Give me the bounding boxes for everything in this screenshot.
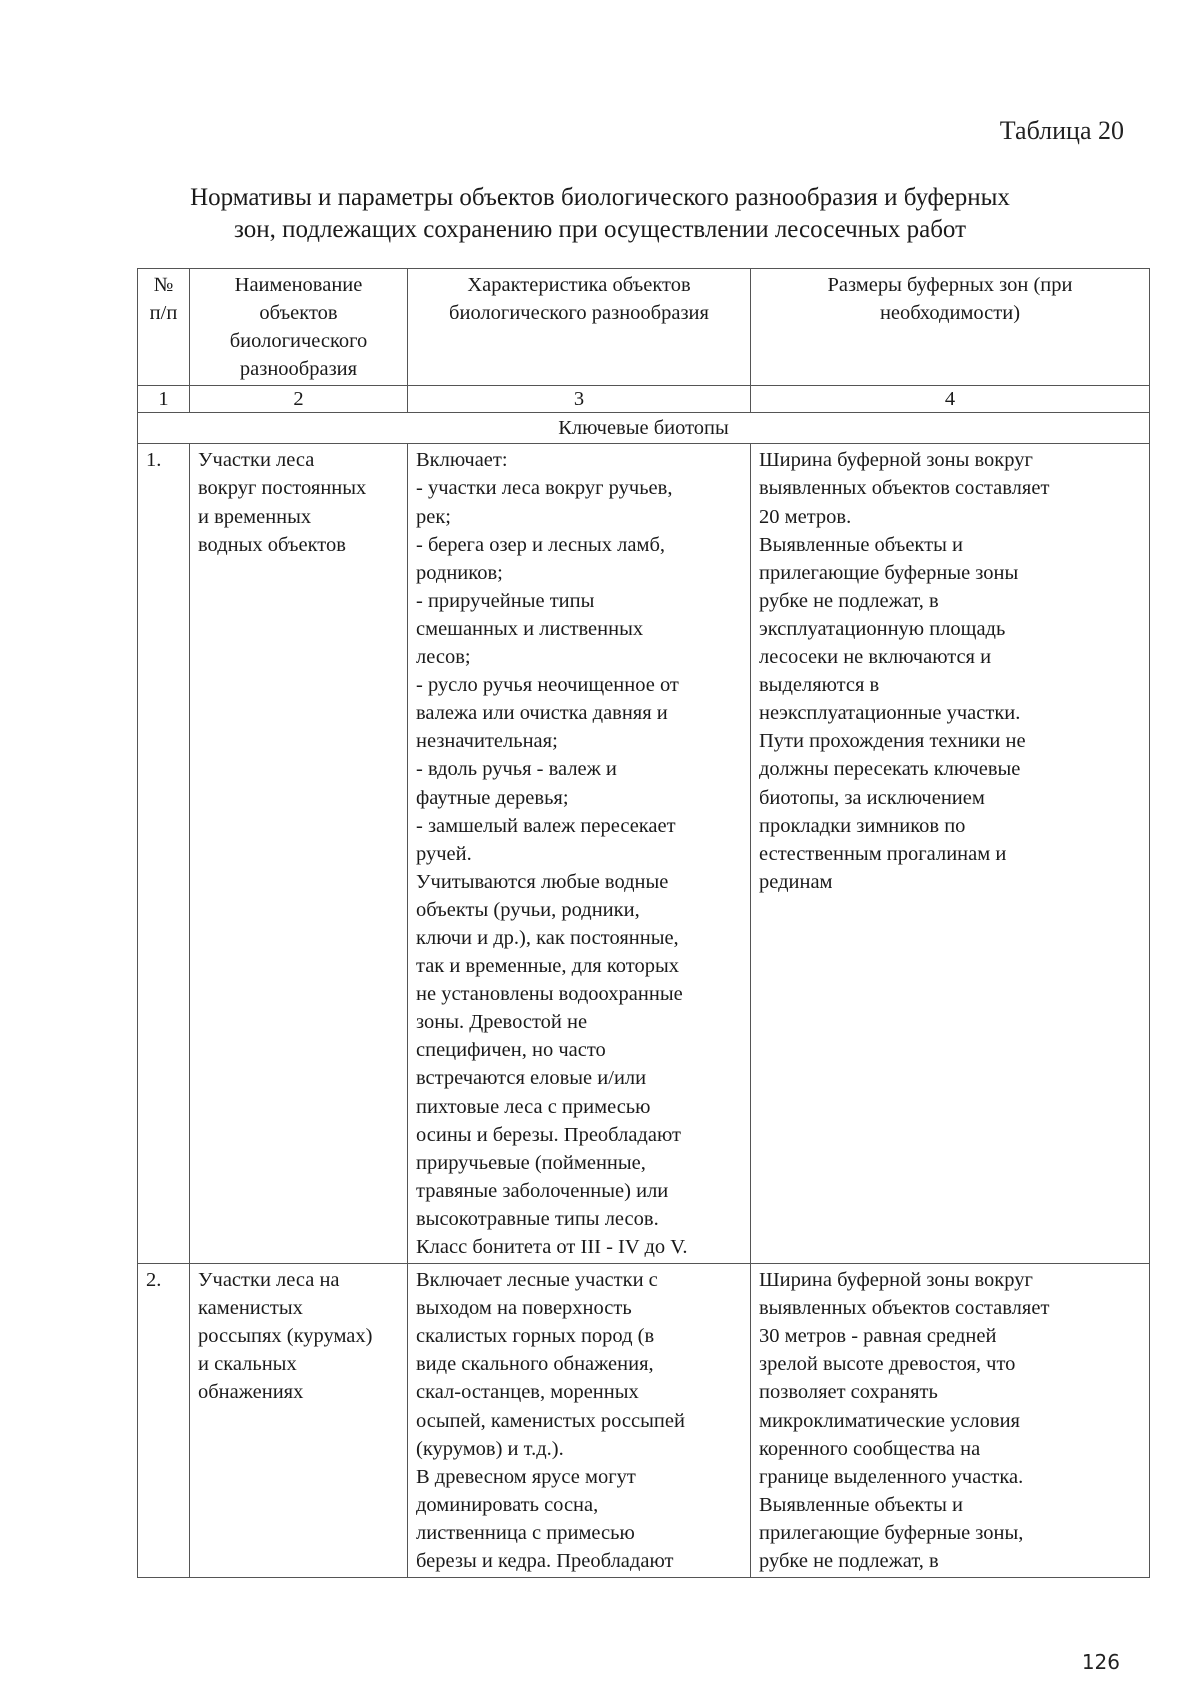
buffer-zone-size: Ширина буферной зоны вокруг выявленных объектов составляет 30 метров - равная средней зрелой высоте древостоя, что позволяет сохранять микроклиматические условия коренного сообщества на границе выделенного участка. Выявленные объекты и прилегающие буферные зоны, рубке не подлежат, в <box>751 1264 1150 1578</box>
object-name: Участки леса вокруг постоянных и временных водных объектов <box>190 444 408 1264</box>
table-row <box>138 1264 1150 1578</box>
table-header-row <box>138 269 1150 386</box>
column-number: 1 <box>138 386 190 413</box>
column-number: 3 <box>408 386 751 413</box>
object-name: Участки леса на каменистых россыпях (курумах) и скальных обнажениях <box>190 1264 408 1578</box>
header-name: Наименование объектов биологического разнообразия <box>190 269 408 386</box>
object-characteristics: Включает лесные участки с выходом на поверхность скалистых горных пород (в виде скального обнажения, скал-останцев, моренных осыпей, каменистых россыпей (курумов) и т.д.). В древесном ярусе могут доминировать сосна, лиственница с примесью березы и кедра. Преобладают <box>408 1264 751 1578</box>
buffer-zone-size: Ширина буферной зоны вокруг выявленных объектов составляет 20 метров. Выявленные объекты и прилегающие буферные зоны рубке не подлежат, в эксплуатационную площадь лесосеки не включаются и выделяются в неэксплуатационные участки. Пути прохождения техники не должны пересекать ключевые биотопы, за исключением прокладки зимников по естественным прогалинам и рединам <box>751 444 1150 1264</box>
title-line: зон, подлежащих сохранению при осуществлении лесосечных работ <box>233 216 967 243</box>
header-buffer-size: Размеры буферных зон (при необходимости) <box>751 269 1150 386</box>
object-characteristics: Включает: - участки леса вокруг ручьев, рек; - берега озер и лесных ламб, родников; - приручейные типы смешанных и лиственных лесов; - русло ручья неочищенное от валежа или очистка давняя и незначительная; - вдоль ручья - валеж и фаутные деревья; - замшелый валеж пересекает ручей. Учитываются любые водные объекты (ручьи, родники, ключи и др.), как постоянные, так и временные, для которых не установлены водоохранные зоны. Древостой не специфичен, но часто встречаются еловые и/или пихтовые леса с примесью осины и березы. Преобладают приручьевые (пойменные, травяные заболоченные) или высокотравные типы лесов. Класс бонитета от III - IV до V. <box>408 444 751 1264</box>
page-number: 126 <box>1081 1650 1120 1674</box>
document-title <box>120 182 1080 246</box>
row-number: 2. <box>138 1264 190 1578</box>
column-number: 4 <box>751 386 1150 413</box>
header-number: № п/п <box>138 269 190 386</box>
table-row <box>138 444 1150 1264</box>
biodiversity-table <box>137 268 1150 1578</box>
table-number: Таблица 20 <box>999 116 1124 145</box>
column-number: 2 <box>190 386 408 413</box>
title-line: Нормативы и параметры объектов биологического разнообразия и буферных <box>190 184 1010 211</box>
row-number: 1. <box>138 444 190 1264</box>
section-row <box>138 413 1150 444</box>
column-numbers-row <box>138 386 1150 413</box>
section-title: Ключевые биотопы <box>138 413 1150 444</box>
header-characteristics: Характеристика объектов биологического разнообразия <box>408 269 751 386</box>
